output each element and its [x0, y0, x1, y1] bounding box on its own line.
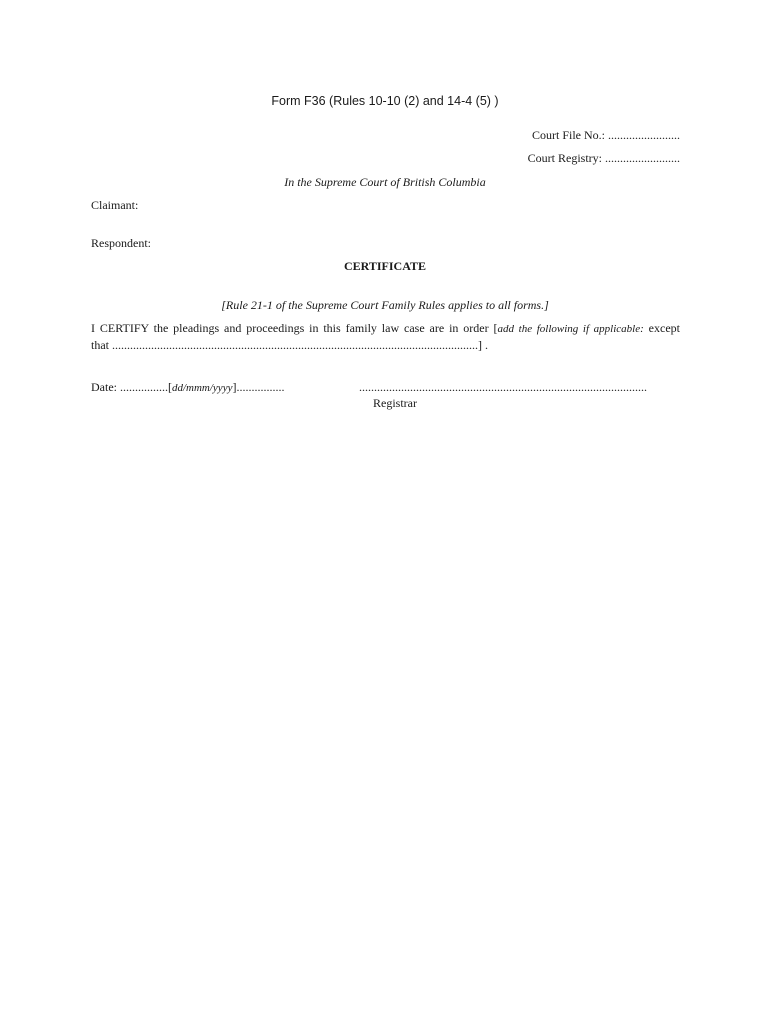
- signature-line: ................................................................................................: [359, 380, 647, 394]
- date-format: dd/mmm/yyyy: [171, 382, 233, 394]
- certify-exception-line: that ..........................................................................................................................] .: [91, 338, 488, 352]
- form-title: Form F36 (Rules 10-10 (2) and 14-4 (5) ): [271, 94, 499, 108]
- certify-statement: [91, 321, 680, 336]
- court-registry-line: Court Registry: .........................: [527, 151, 680, 165]
- registrar-label: Registrar: [373, 396, 417, 410]
- certificate-heading: CERTIFICATE: [343, 259, 427, 273]
- rule-note: [Rule 21-1 of the Supreme Court Family Rules applies to all forms.]: [221, 298, 549, 312]
- court-file-number-line: Court File No.: ........................: [531, 128, 680, 142]
- date-line: [91, 380, 284, 395]
- certify-text-end: except: [643, 321, 680, 335]
- court-name: In the Supreme Court of British Columbia: [284, 175, 486, 189]
- date-prefix: Date: ................[: [91, 380, 172, 394]
- claimant-label: Claimant:: [91, 198, 139, 212]
- certify-applicable-note: add the following if applicable:: [497, 323, 644, 335]
- date-suffix: ]................: [232, 380, 285, 394]
- certify-text-start: I CERTIFY the pleadings and proceedings in this family law case are in order [: [91, 321, 498, 335]
- respondent-label: Respondent:: [91, 236, 151, 250]
